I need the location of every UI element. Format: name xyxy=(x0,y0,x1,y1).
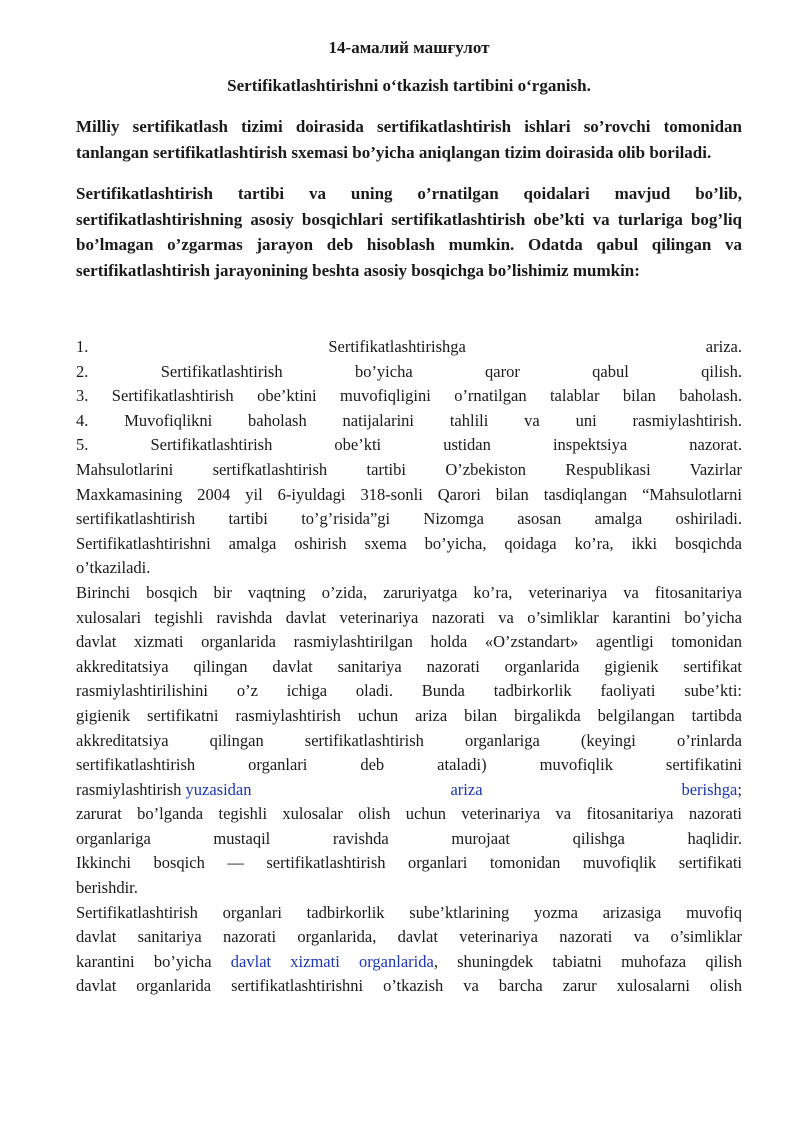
body-line: sertifikatlashtirish organlari deb ataladi) muvofiqlik sertifikatini xyxy=(76,755,742,775)
step-number: 5. xyxy=(76,435,89,455)
step-number: 1. xyxy=(76,337,89,356)
step-end: ariza. xyxy=(705,337,742,356)
body-line: Maxkamasining 2004 yil 6-iyuldagi 318-sonli Qarori bilan tasdiqlangan “Mahsulotlarni xyxy=(76,484,742,504)
body-line: sertifikatlashtirish tartibi to’g’risida”gi Nizomga asosan amalga oshiriladi. xyxy=(76,509,742,529)
body-line: akkreditatsiya qilingan davlat sanitariya nazorati organlarida gigienik sertifikat xyxy=(76,656,742,676)
step-word: qaror xyxy=(485,361,520,381)
body-line: rasmiylashtirilishini o’z ichiga oladi. Bunda tadbirkorlik faoliyati sube’kti: xyxy=(76,681,742,701)
step-number: 3. xyxy=(76,386,89,406)
document-subtitle: Sertifikatlashtirishni o‘tkazish tartibini o‘rganish. xyxy=(227,76,591,95)
step-end: qilish. xyxy=(701,361,742,381)
step-text: Sertifikatlashtirish obe’ktini muvofiqligini o’rnatilgan talablar bilan baholash. xyxy=(111,386,743,406)
link-word[interactable]: yuzasidan xyxy=(185,779,252,799)
step-text: Sertifikatlashtirish xyxy=(160,361,283,381)
step-word: qabul xyxy=(592,361,629,381)
body-line: Birinchi bosqich bir vaqtning o’zida, zaruriyatga ko’ra, veterinariya va fitosanitariya xyxy=(76,582,742,602)
step-text: Muvofiqlikni baholash natijalarini tahlili va uni rasmiylashtirish. xyxy=(124,410,743,430)
link-word[interactable]: berishga xyxy=(681,779,738,799)
step-item xyxy=(76,433,742,458)
step-number: 2. xyxy=(76,361,89,381)
document-body xyxy=(76,335,742,999)
body-text: ; xyxy=(737,779,742,799)
link-word[interactable]: ariza xyxy=(450,779,483,799)
step-item xyxy=(76,360,742,385)
body-line: berishdir. xyxy=(76,878,138,898)
step-item xyxy=(76,335,742,360)
body-line: Sertifikatlashtirish organlari tadbirkorlik sube’ktlarining yozma arizasiga muvofiq xyxy=(76,902,742,922)
body-line: davlat sanitariya nazorati organlarida, davlat veterinariya nazorati va o’simliklar xyxy=(76,927,742,947)
body-line: zarurat bo’lganda tegishli xulosalar olish uchun veterinariya va fitosanitariya nazorati xyxy=(76,804,742,824)
step-item xyxy=(76,409,742,434)
step-word: ustidan xyxy=(443,435,491,455)
body-line: o’tkaziladi. xyxy=(76,558,151,578)
body-line: Ikkinchi bosqich — sertifikatlashtirish organlari tomonidan muvofiqlik sertifikati xyxy=(76,853,742,873)
body-line: akkreditatsiya qilingan sertifikatlashtirish organlariga (keyingi o’rinlarda xyxy=(76,730,742,750)
body-line: Sertifikatlashtirishni amalga oshirish sxema bo’yicha, qoidaga ko’ra, ikki bosqichda xyxy=(76,533,742,553)
step-text: Sertifikatlashtirish xyxy=(150,435,273,455)
step-word: inspektsiya xyxy=(552,435,628,455)
body-line-with-link xyxy=(76,778,742,803)
step-item xyxy=(76,384,742,409)
body-text: , shuningdek tabiatni muhofaza qilish xyxy=(433,951,743,971)
body-line: Mahsulotlarini sertifkatlashtirish tartibi O’zbekiston Respublikasi Vazirlar xyxy=(76,459,742,479)
document-title: 14-амалий машғулот xyxy=(328,38,490,57)
intro-paragraph-1: Milliy sertifikatlash tizimi doirasida sertifikatlashtirish ishlari so’rovchi tomonidan tanlangan sertifikatlashtirish sxemasi bo’yicha aniqlangan tizim doirasida olib boriladi. xyxy=(76,117,742,162)
body-line: davlat organlarida sertifikatlashtirishni o’tkazish va barcha zarur xulosalarni olish xyxy=(76,976,742,996)
body-text: karantini bo’yicha xyxy=(76,951,212,971)
step-end: nazorat. xyxy=(689,435,742,455)
body-line: davlat xizmati organlarida rasmiylashtirilgan holda «O’zstandart» agentligi tomonidan xyxy=(76,632,742,652)
body-line: gigienik sertifikatni rasmiylashtirish uchun ariza bilan birgalikda belgilangan tartibda xyxy=(76,705,742,725)
body-line: xulosalari tegishli ravishda davlat veterinariya nazorati va o’simliklar karantini bo’yicha xyxy=(76,607,742,627)
body-line-with-link xyxy=(76,950,742,975)
step-text: Sertifikatlashtirishga xyxy=(328,337,466,356)
link-text[interactable]: davlat xizmati organlarida xyxy=(230,951,434,971)
body-text: rasmiylashtirish xyxy=(76,779,182,799)
document-page xyxy=(76,36,742,999)
step-number: 4. xyxy=(76,410,89,430)
step-word: obe’kti xyxy=(334,435,382,455)
step-word: bo’yicha xyxy=(354,361,413,381)
intro-paragraph-2: Sertifikatlashtirish tartibi va uning o’rnatilgan qoidalari mavjud bo’lib, sertifikatlashtirishning asosiy bosqichlari sertifikatlashtirish obe’kti va turlariga bog’liq bo’lmagan o’zgarmas jarayon deb hisoblash mumkin. Odatda qabul qilingan va sertifikatlashtirish jarayonining beshta asosiy bosqichga bo’lishimiz mumkin: xyxy=(76,184,742,280)
body-line: organlariga mustaqil ravishda murojaat qilishga haqlidir. xyxy=(76,828,742,848)
